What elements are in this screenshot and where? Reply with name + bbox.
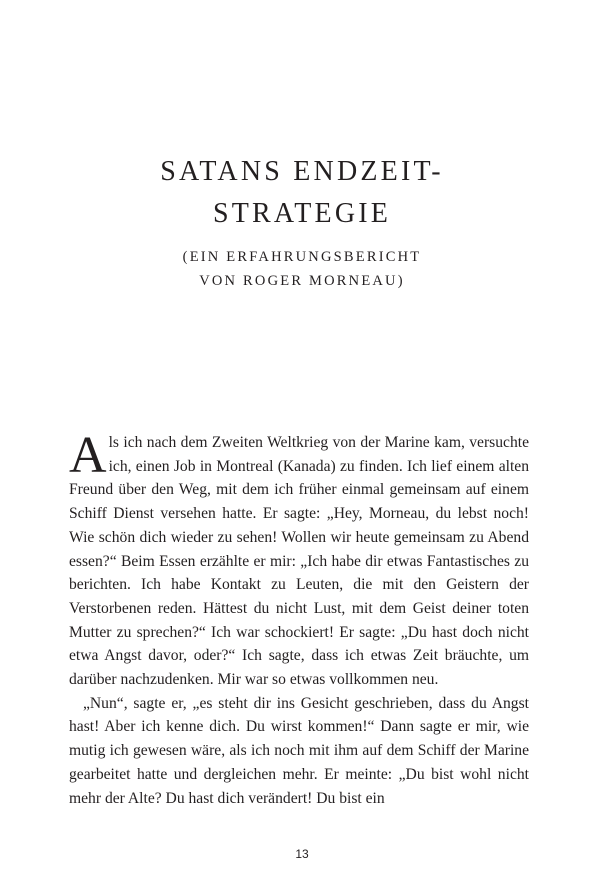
paragraph-1-text: ls ich nach dem Zweiten Weltkrieg von der Marine kam, versuchte ich, einen Job in Montreal (Kanada) zu finden. Ich lief einem alten Freund über den Weg, mit dem ich früher einmal gemeinsam auf einem Schiff Dienst versehen hatte. Er sagte: „Hey, Morneau, du lebst noch! Wie schön dich wieder zu sehen! Wollen wir heute gemeinsam zu Abend essen?“ Beim Essen erzählte er mir: „Ich habe dir etwas Fantastisches zu berichten. Ich habe Kontakt zu Leuten, die mit den Geistern der Verstorbenen reden. Hättest du nicht Lust, mit dem Geist deiner toten Mutter zu sprechen?“ Ich war schockiert! Er sagte: „Du hast doch nicht etwa Angst davor, oder?“ Ich sagte, dass ich etwas Zeit bräuchte, um darüber nachzudenken. Mir war so etwas vollkommen neu. bbox=[69, 434, 529, 689]
paragraph-2: „Nun“, sagte er, „es steht dir ins Gesicht geschrieben, dass du Angst hast! Aber ich kenne dich. Du wirst kommen!“ Dann sagte er mir, wie mutig ich gewesen wäre, als ich noch mit ihm auf dem Schiff der Marine gearbeitet hatte und dergleichen mehr. Er meinte: „Du bist wohl nicht mehr der Alte? Du hast dich verändert! Du bist ein bbox=[69, 694, 529, 807]
page-number: 13 bbox=[295, 847, 309, 861]
chapter-subtitle-line-2: VON ROGER MORNEAU) bbox=[199, 273, 405, 289]
body-text bbox=[69, 427, 529, 810]
chapter-title-line-1: SATANS ENDZEIT- bbox=[160, 156, 444, 187]
paragraph-1 bbox=[69, 427, 529, 692]
chapter-subtitle-line-1: (EIN ERFAHRUNGSBERICHT bbox=[182, 249, 422, 265]
drop-cap: A bbox=[69, 427, 107, 484]
chapter-title-line-2: STRATEGIE bbox=[212, 198, 392, 229]
